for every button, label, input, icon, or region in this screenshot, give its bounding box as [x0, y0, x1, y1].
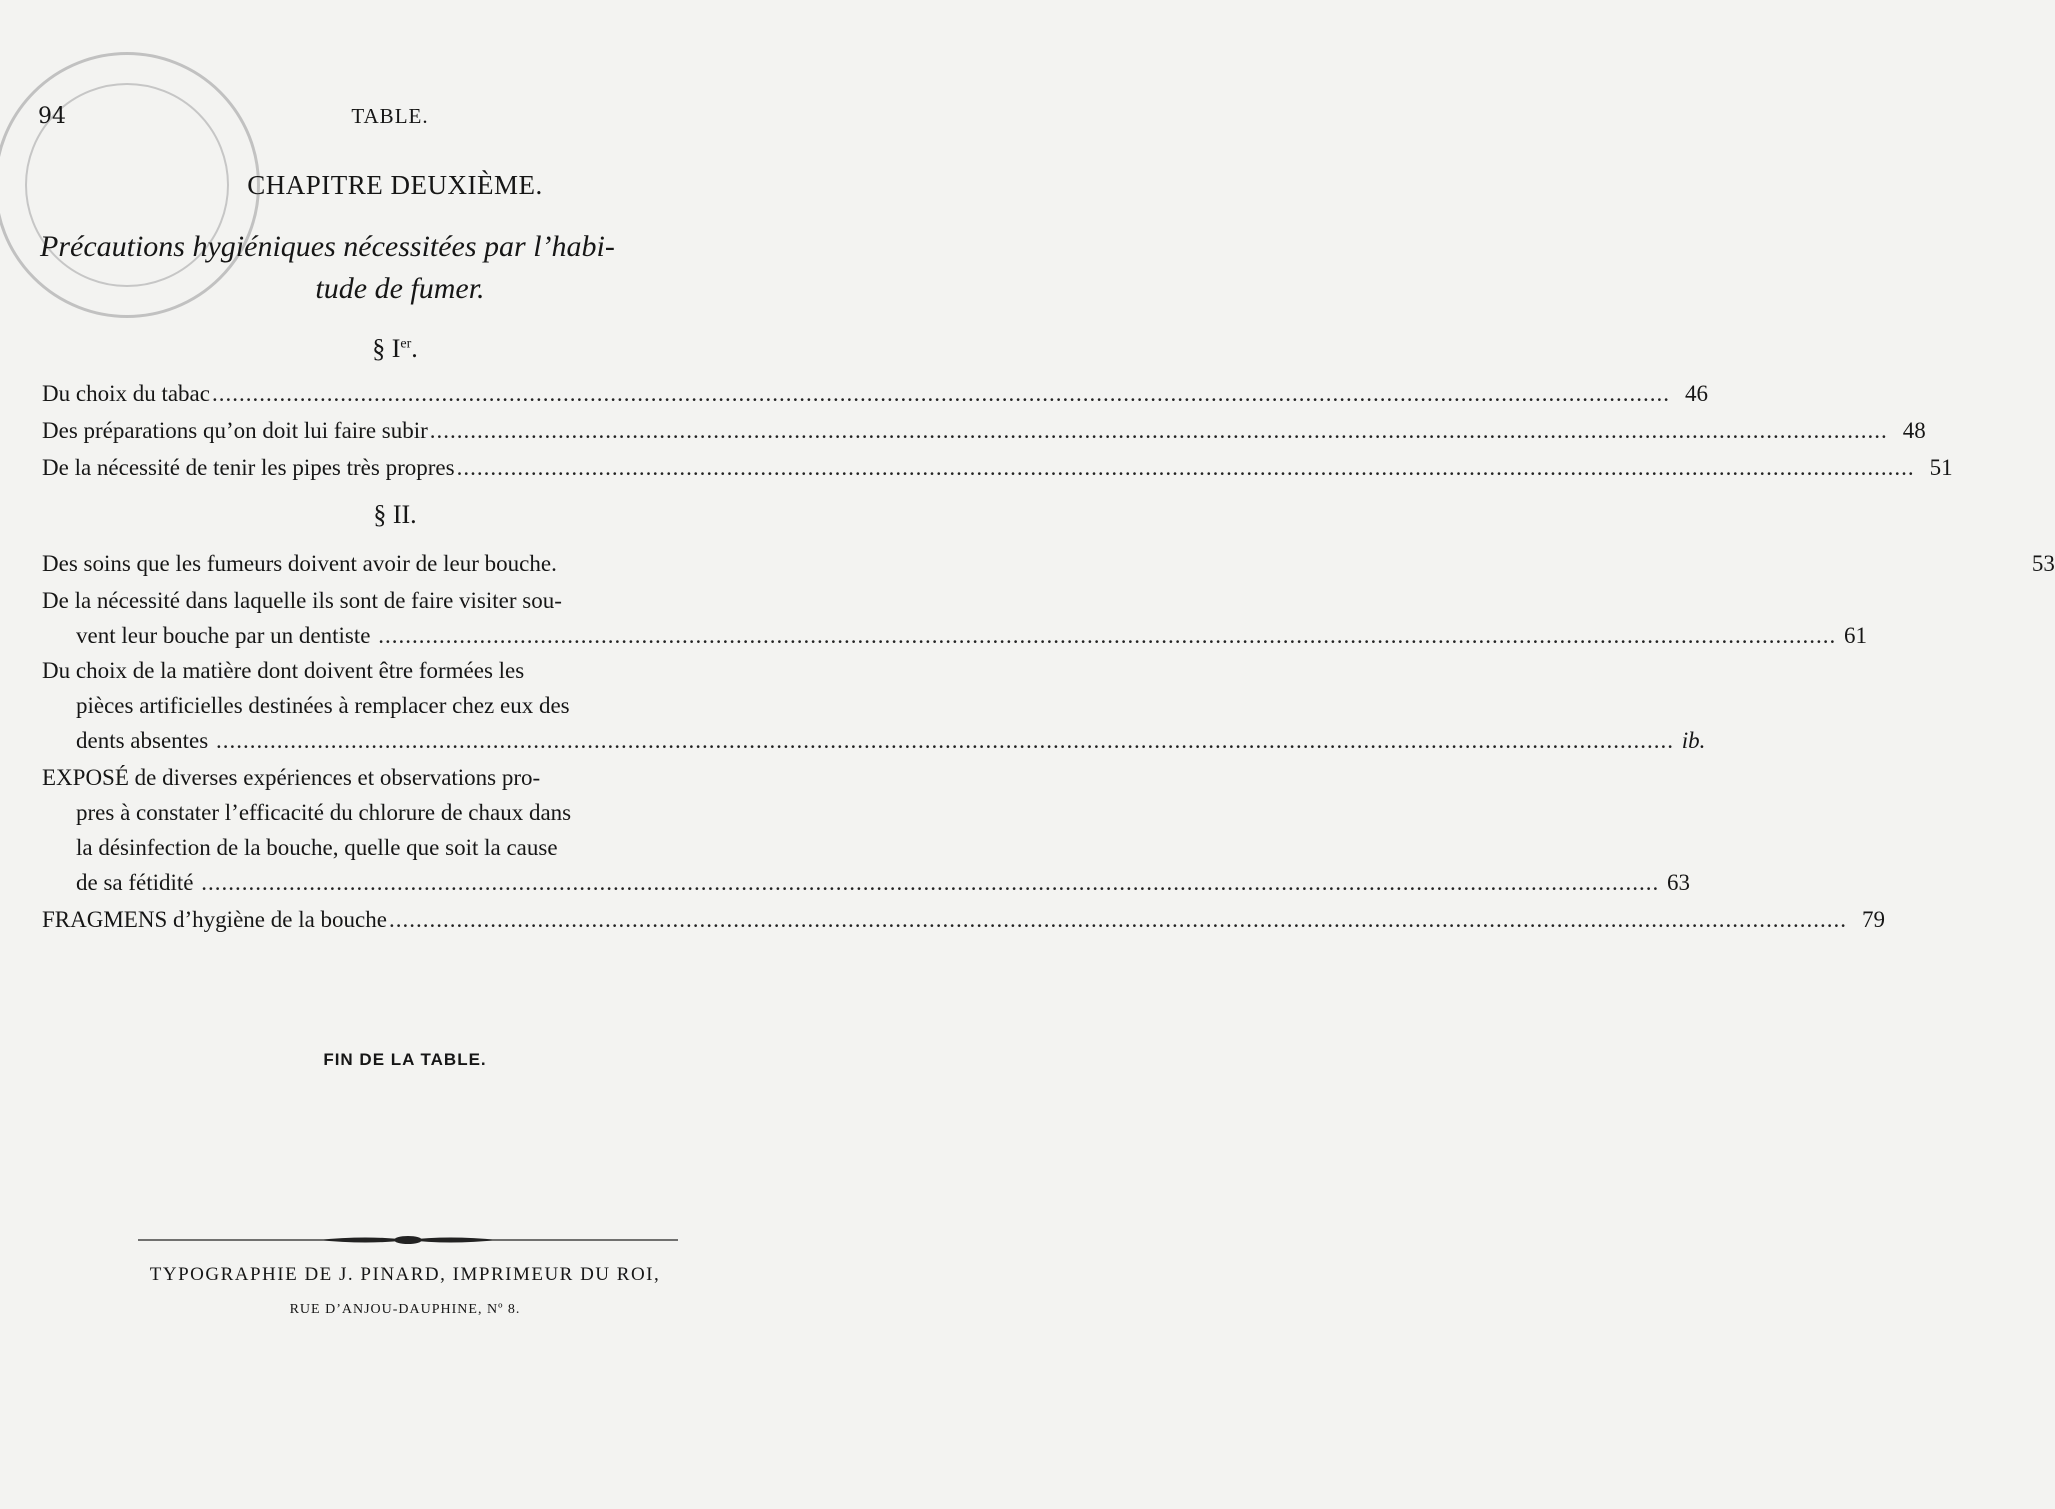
toc-entry-text-line-4: de sa fétidité: [76, 870, 194, 895]
printer-address: RUE D’ANJOU-DAUPHINE, Nº 8.: [289, 1302, 521, 1317]
printer-imprint: TYPOGRAPHIE DE J. PINARD, IMPRIMEUR DU ROI,: [149, 1264, 661, 1285]
toc-entry-text-line-2: pièces artificielles destinées à remplacer chez eux des: [76, 693, 570, 718]
toc-entry-text: Du choix du tabac: [42, 381, 210, 406]
section-heading-1: [0, 334, 790, 364]
toc-entry: [42, 653, 1706, 758]
section-1-symbol: § I: [372, 334, 401, 363]
toc-entry: [42, 376, 1708, 411]
toc-entry-lead: FRAGMENS: [42, 907, 168, 932]
leader-dots: [216, 728, 1674, 753]
page-number: 94: [38, 104, 66, 129]
section-heading-2: § II.: [373, 500, 417, 529]
toc-entry: [42, 413, 1926, 448]
toc-entry-page: 48: [1902, 418, 1926, 443]
subtitle-line-2: tude de fumer.: [315, 272, 485, 305]
toc-entry-text: Des soins que les fumeurs doivent avoir de leur bouche.: [42, 551, 557, 576]
chapter-subtitle: [40, 226, 760, 310]
leader-dots: [201, 870, 1659, 895]
toc-entry-page: ib.: [1681, 728, 1706, 753]
toc-entry: [42, 902, 1885, 937]
toc-entry-page: 61: [1843, 623, 1867, 648]
leader-dots: [457, 450, 1915, 485]
toc-entry-text-line-3: dents absentes: [76, 728, 209, 753]
toc-entry-text-line-2: vent leur bouche par un dentiste: [76, 623, 371, 648]
chapter-title: CHAPITRE DEUXIÈME.: [247, 170, 543, 200]
toc-entry-text-line-3: la désinfection de la bouche, quelle que soit la cause: [76, 835, 558, 860]
toc-entry-text-line-1: de diverses expériences et observations pro-: [128, 765, 541, 790]
toc-entry-text: De la nécessité de tenir les pipes très propres: [42, 455, 455, 480]
end-of-table-note: FIN DE LA TABLE.: [323, 1050, 487, 1069]
toc-entry-page: 46: [1684, 381, 1708, 406]
toc-entry: [42, 760, 1691, 900]
toc-entry-page: 51: [1929, 455, 1953, 480]
subtitle-line-1: Précautions hygiéniques nécessitées par l’habi-: [40, 230, 615, 263]
section-1-dot: .: [411, 334, 418, 363]
page-header: [0, 104, 800, 134]
leader-dots: [430, 413, 1888, 448]
toc-entry-text: Des préparations qu’on doit lui faire subir: [42, 418, 428, 443]
toc-entry: [42, 546, 2055, 581]
toc-entry-page: 53: [2031, 551, 2055, 576]
toc-entry-text: d’hygiène de la bouche: [167, 907, 387, 932]
toc-entry-page: 79: [1861, 907, 1885, 932]
leader-dots: [212, 376, 1670, 411]
toc-entry-text-line-1: Du choix de la matière dont doivent être formées les: [42, 658, 525, 683]
toc-entry: [42, 450, 1953, 485]
leader-dots: [378, 623, 1836, 648]
toc-entry-text-line-2: pres à constater l’efficacité du chlorure de chaux dans: [76, 800, 572, 825]
toc-entry-page: 63: [1667, 870, 1691, 895]
toc-entry: [42, 583, 1867, 653]
toc-entry-text-line-1: De la nécessité dans laquelle ils sont de faire visiter sou-: [42, 588, 562, 613]
running-title: TABLE.: [351, 104, 429, 128]
ornamental-rule: [138, 1232, 678, 1248]
toc-entry-lead: EXPOSÉ: [42, 765, 129, 790]
leader-dots: [389, 902, 1847, 937]
section-1-sup: er: [400, 336, 412, 352]
